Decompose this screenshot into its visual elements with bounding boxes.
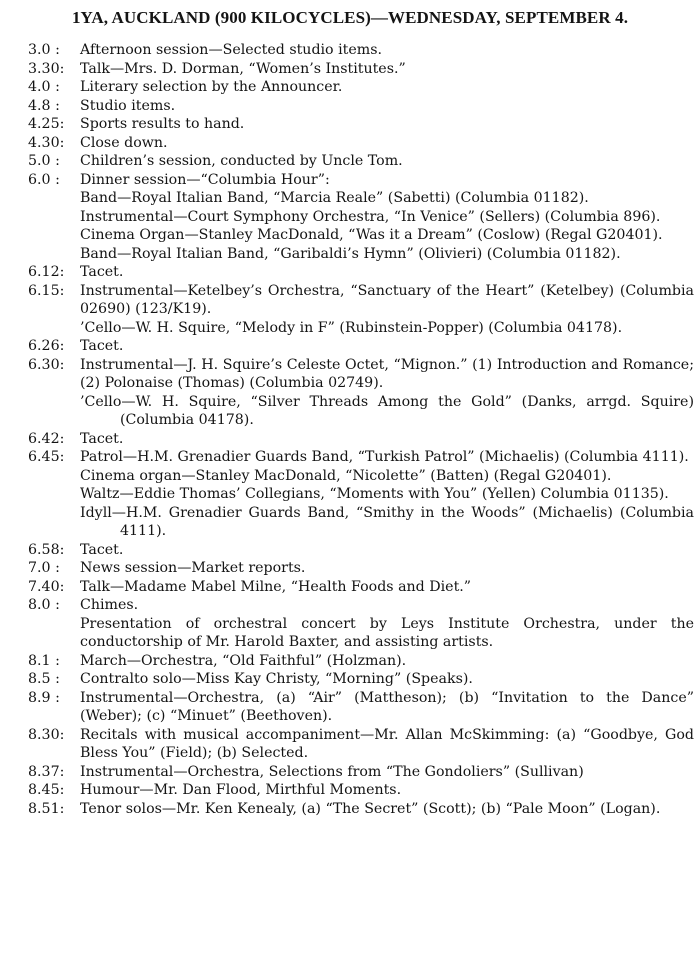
entry-body bbox=[80, 763, 694, 782]
programme-sub-item: Cinema organ—Stanley MacDonald, “Nicolette” (Batten) (Regal G20401). bbox=[80, 467, 612, 484]
entry-time: 8.30: bbox=[28, 726, 65, 743]
entry-description: Patrol—H.M. Grenadier Guards Band, “Turkish Patrol” (Michaelis) (Columbia 4111). bbox=[80, 449, 689, 465]
entry-time: 8.45: bbox=[28, 782, 65, 798]
entry-description: Studio items. bbox=[80, 97, 176, 114]
entry-body bbox=[80, 781, 694, 800]
programme-entry bbox=[28, 781, 694, 800]
entry-time: 6.12: bbox=[28, 264, 65, 280]
programme-entry bbox=[28, 97, 694, 116]
entry-description: Tacet. bbox=[80, 541, 124, 558]
entry-body bbox=[80, 448, 694, 467]
entry-body bbox=[80, 263, 694, 282]
entry-body bbox=[80, 134, 694, 153]
entry-description: Talk—Mrs. D. Dorman, “Women’s Institutes.” bbox=[80, 60, 406, 77]
programme-sub-item: Cinema Organ—Stanley MacDonald, “Was it a Dream” (Coslow) (Regal G20401). bbox=[80, 227, 663, 243]
programme-list bbox=[28, 41, 694, 818]
entry-time: 4.30: bbox=[28, 134, 65, 151]
programme-entry bbox=[28, 60, 694, 79]
programme-entry bbox=[28, 800, 694, 819]
entry-description: Instrumental—Orchestra, (a) “Air” (Mattheson); (b) “Invitation to the Dance” (Weber); (c) “Minuet” (Beethoven). bbox=[80, 689, 694, 724]
entry-description: Talk—Madame Mabel Milne, “Health Foods and Diet.” bbox=[80, 578, 472, 595]
programme-entry bbox=[28, 115, 694, 134]
entry-body bbox=[80, 800, 694, 819]
entry-time: 6.30: bbox=[28, 356, 65, 373]
programme-sub-item: Band—Royal Italian Band, “Marcia Reale” (Sabetti) (Columbia 01182). bbox=[80, 190, 589, 206]
entry-time: 4.0 : bbox=[28, 79, 60, 95]
entry-body bbox=[80, 652, 694, 671]
programme-entry bbox=[28, 541, 694, 560]
entry-body bbox=[80, 152, 694, 171]
entry-description: Close down. bbox=[80, 134, 168, 151]
programme-entry bbox=[28, 41, 694, 60]
page-heading: 1YA, AUCKLAND (900 KILOCYCLES)—WEDNESDAY, SEPTEMBER 4. bbox=[71, 8, 629, 27]
entry-body bbox=[80, 689, 694, 726]
entry-description: Tenor solos—Mr. Ken Kenealy, (a) “The Secret” (Scott); (b) “Pale Moon” (Logan). bbox=[80, 800, 661, 817]
programme-entry bbox=[28, 263, 694, 282]
entry-body bbox=[80, 726, 694, 763]
entry-description: March—Orchestra, “Old Faithful” (Holzman). bbox=[80, 652, 407, 669]
entry-description: Instrumental—Ketelbey’s Orchestra, “Sanctuary of the Heart” (Ketelbey) (Columbia 02690) (123/K19). bbox=[80, 282, 694, 317]
programme-entry bbox=[28, 578, 694, 597]
entry-time: 8.37: bbox=[28, 763, 65, 780]
entry-time: 8.51: bbox=[28, 800, 65, 817]
entry-description: Instrumental—Orchestra, Selections from “The Gondoliers” (Sullivan) bbox=[80, 763, 584, 780]
entry-time: 8.5 : bbox=[28, 671, 60, 687]
entry-body bbox=[80, 596, 694, 652]
programme-entry bbox=[28, 596, 694, 652]
entry-description: Instrumental—J. H. Squire’s Celeste Octet, “Mignon.” (1) Introduction and Romance; (2) Polonaise (Thomas) (Columbia 02749). bbox=[80, 356, 694, 391]
entry-body bbox=[80, 541, 694, 560]
entry-body bbox=[80, 97, 694, 116]
programme-entry bbox=[28, 171, 694, 190]
entry-time: 4.8 : bbox=[28, 97, 60, 114]
programme-entry bbox=[28, 670, 694, 689]
entry-description: Recitals with musical accompaniment—Mr. Allan McSkimming: (a) “Goodbye, God Bless You” (Field); (b) Selected. bbox=[80, 726, 694, 761]
entry-body bbox=[80, 171, 694, 190]
entry-time: 3.0 : bbox=[28, 42, 60, 58]
programme-entry bbox=[28, 337, 694, 356]
programme-sub-item: Idyll—H.M. Grenadier Guards Band, “Smithy in the Woods” (Michaelis) (Columbia 4111). bbox=[80, 504, 694, 539]
programme-entry bbox=[28, 78, 694, 97]
entry-description: Tacet. bbox=[80, 264, 124, 280]
entry-time: 8.9 : bbox=[28, 689, 60, 706]
entry-description: Afternoon session—Selected studio items. bbox=[80, 42, 382, 58]
entry-time: 6.26: bbox=[28, 338, 65, 354]
entry-body bbox=[80, 78, 694, 97]
entry-time: 7.0 : bbox=[28, 560, 60, 576]
programme-sub-item: ’Cello—W. H. Squire, “Melody in F” (Rubinstein-Popper) (Columbia 04178). bbox=[80, 319, 623, 336]
entry-description: Children’s session, conducted by Uncle Tom. bbox=[80, 153, 403, 169]
entry-description: Literary selection by the Announcer. bbox=[80, 79, 343, 95]
programme-entry bbox=[28, 134, 694, 153]
entry-time: 6.15: bbox=[28, 282, 65, 299]
entry-time: 7.40: bbox=[28, 578, 65, 595]
programme-sub-item: Waltz—Eddie Thomas’ Collegians, “Moments with You” (Yellen) Columbia 01135). bbox=[80, 486, 669, 502]
entry-body bbox=[80, 559, 694, 578]
entry-time: 8.1 : bbox=[28, 652, 60, 669]
entry-body bbox=[80, 578, 694, 597]
entry-body bbox=[80, 41, 694, 60]
entry-time: 8.0 : bbox=[28, 597, 60, 613]
entry-body bbox=[80, 670, 694, 689]
entry-description: Tacet. bbox=[80, 338, 124, 354]
programme-entry bbox=[28, 282, 694, 319]
entry-time: 3.30: bbox=[28, 60, 65, 77]
entry-body bbox=[80, 60, 694, 79]
entry-description: Dinner session—“Columbia Hour”: bbox=[80, 171, 330, 188]
entry-description: Humour—Mr. Dan Flood, Mirthful Moments. bbox=[80, 782, 402, 798]
programme-sub-item: Band—Royal Italian Band, “Garibaldi’s Hymn” (Olivieri) (Columbia 01182). bbox=[80, 245, 621, 262]
programme-entry bbox=[28, 652, 694, 671]
entry-time: 6.58: bbox=[28, 541, 65, 558]
entry-time: 6.42: bbox=[28, 430, 65, 447]
programme-sub-item: Instrumental—Court Symphony Orchestra, “In Venice” (Sellers) (Columbia 896). bbox=[80, 208, 661, 225]
entry-time: 6.45: bbox=[28, 449, 65, 465]
entry-description: Chimes. bbox=[80, 597, 139, 613]
entry-body bbox=[80, 282, 694, 319]
programme-entry bbox=[28, 763, 694, 782]
entry-note: Presentation of orchestral concert by Leys Institute Orchestra, under the conductorship of Mr. Harold Baxter, and assisting artists. bbox=[80, 615, 694, 650]
programme-entry bbox=[28, 726, 694, 763]
entry-description: Contralto solo—Miss Kay Christy, “Morning” (Speaks). bbox=[80, 671, 473, 687]
programme-entry bbox=[28, 152, 694, 171]
entry-description: Sports results to hand. bbox=[80, 116, 245, 132]
programme-sub-item: ’Cello—W. H. Squire, “Silver Threads Among the Gold” (Danks, arrgd. Squire) (Columbia 04178). bbox=[80, 393, 694, 428]
entry-time: 5.0 : bbox=[28, 153, 60, 169]
entry-time: 4.25: bbox=[28, 116, 65, 132]
entry-body bbox=[80, 115, 694, 134]
programme-entry bbox=[28, 559, 694, 578]
entry-body bbox=[80, 430, 694, 449]
entry-body bbox=[80, 356, 694, 393]
programme-entry bbox=[28, 689, 694, 726]
programme-entry bbox=[28, 448, 694, 467]
programme-entry bbox=[28, 356, 694, 393]
entry-description: Tacet. bbox=[80, 430, 124, 447]
programme-entry bbox=[28, 430, 694, 449]
entry-time: 6.0 : bbox=[28, 171, 60, 188]
entry-body bbox=[80, 337, 694, 356]
entry-description: News session—Market reports. bbox=[80, 560, 306, 576]
